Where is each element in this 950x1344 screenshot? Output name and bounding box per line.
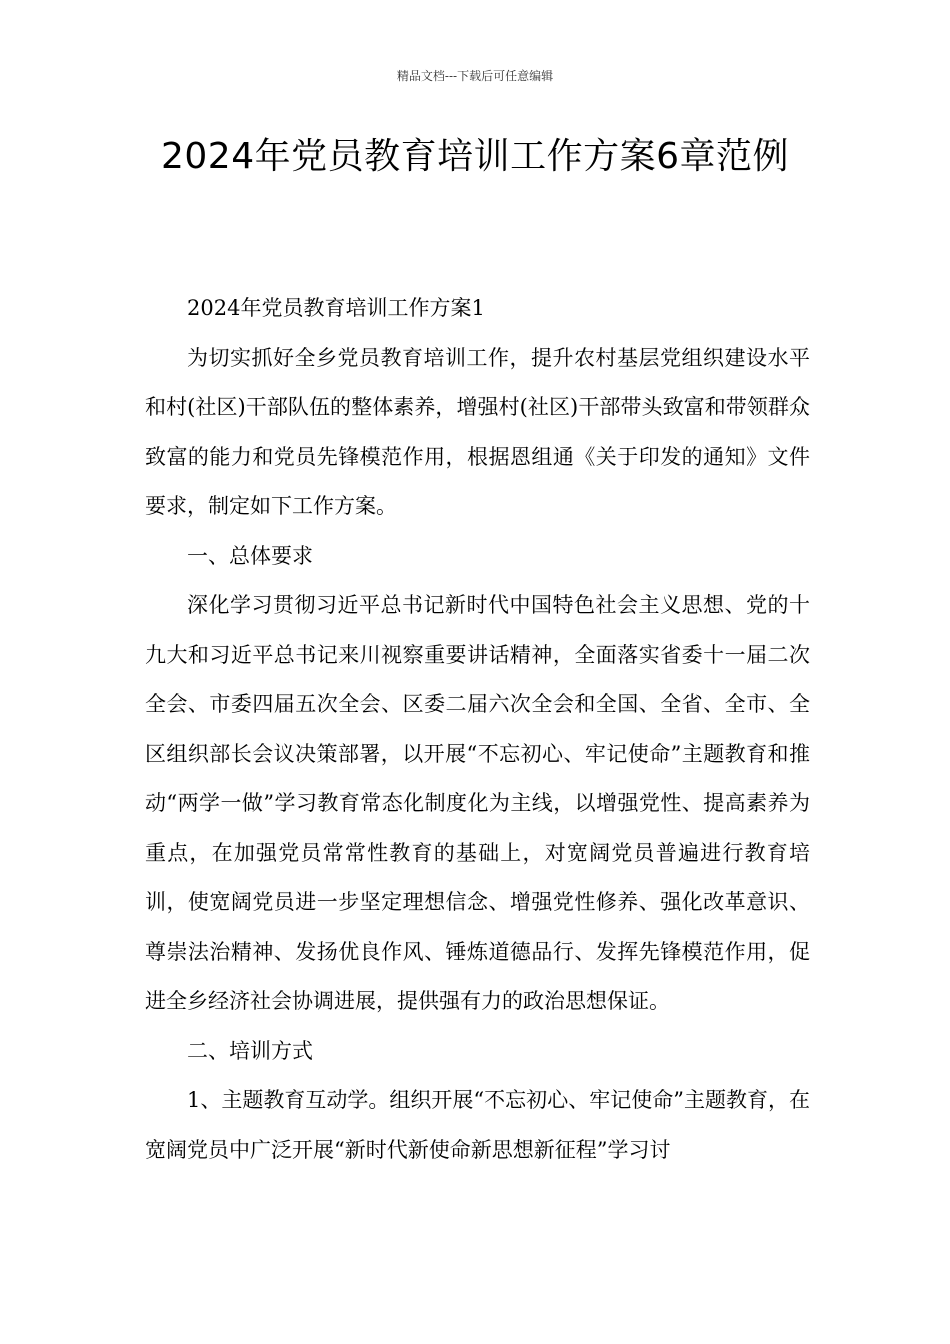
document-body: [145, 284, 810, 1175]
header-note: 精品文档---下载后可任意编辑: [396, 69, 554, 83]
general-requirements-paragraph: 深化学习贯彻习近平总书记新时代中国特色社会主义思想、党的十九大和习近平总书记来川视察重要讲话精神，全面落实省委十一届二次全会、市委四届五次全会、区委二届六次全会和全国、全省、全市、全区组织部长会议决策部署，以开展“不忘初心、牢记使命”主题教育和推动“两学一做”学习教育常态化制度化为主线，以增强党性、提高素养为重点，在加强党员常常性教育的基础上，对宽阔党员普遍进行教育培训，使宽阔党员进一步坚定理想信念、增强党性修养、强化改革意识、尊崇法治精神、发扬优良作风、锤炼道德品行、发挥先锋模范作用，促进全乡经济社会协调进展，提供强有力的政治思想保证。: [145, 593, 810, 1013]
section-heading-plan-1: 2024年党员教育培训工作方案1: [187, 296, 485, 320]
training-method-1-paragraph: 1、主题教育互动学。组织开展“不忘初心、牢记使命”主题教育，在宽阔党员中广泛开展“新时代新使命新思想新征程”学习讨: [145, 1088, 810, 1162]
section-heading-general-requirements: 一、总体要求: [187, 543, 313, 568]
intro-paragraph: 为切实抓好全乡党员教育培训工作，提升农村基层党组织建设水平和村(社区)干部队伍的整体素养，增强村(社区)干部带头致富和带领群众致富的能力和党员先锋模范作用，根据恩组通《关于印发的通知》文件要求，制定如下工作方案。: [145, 345, 810, 518]
document-title: 2024年党员教育培训工作方案6章范例: [160, 136, 790, 177]
section-heading-training-methods: 二、培训方式: [187, 1038, 313, 1063]
